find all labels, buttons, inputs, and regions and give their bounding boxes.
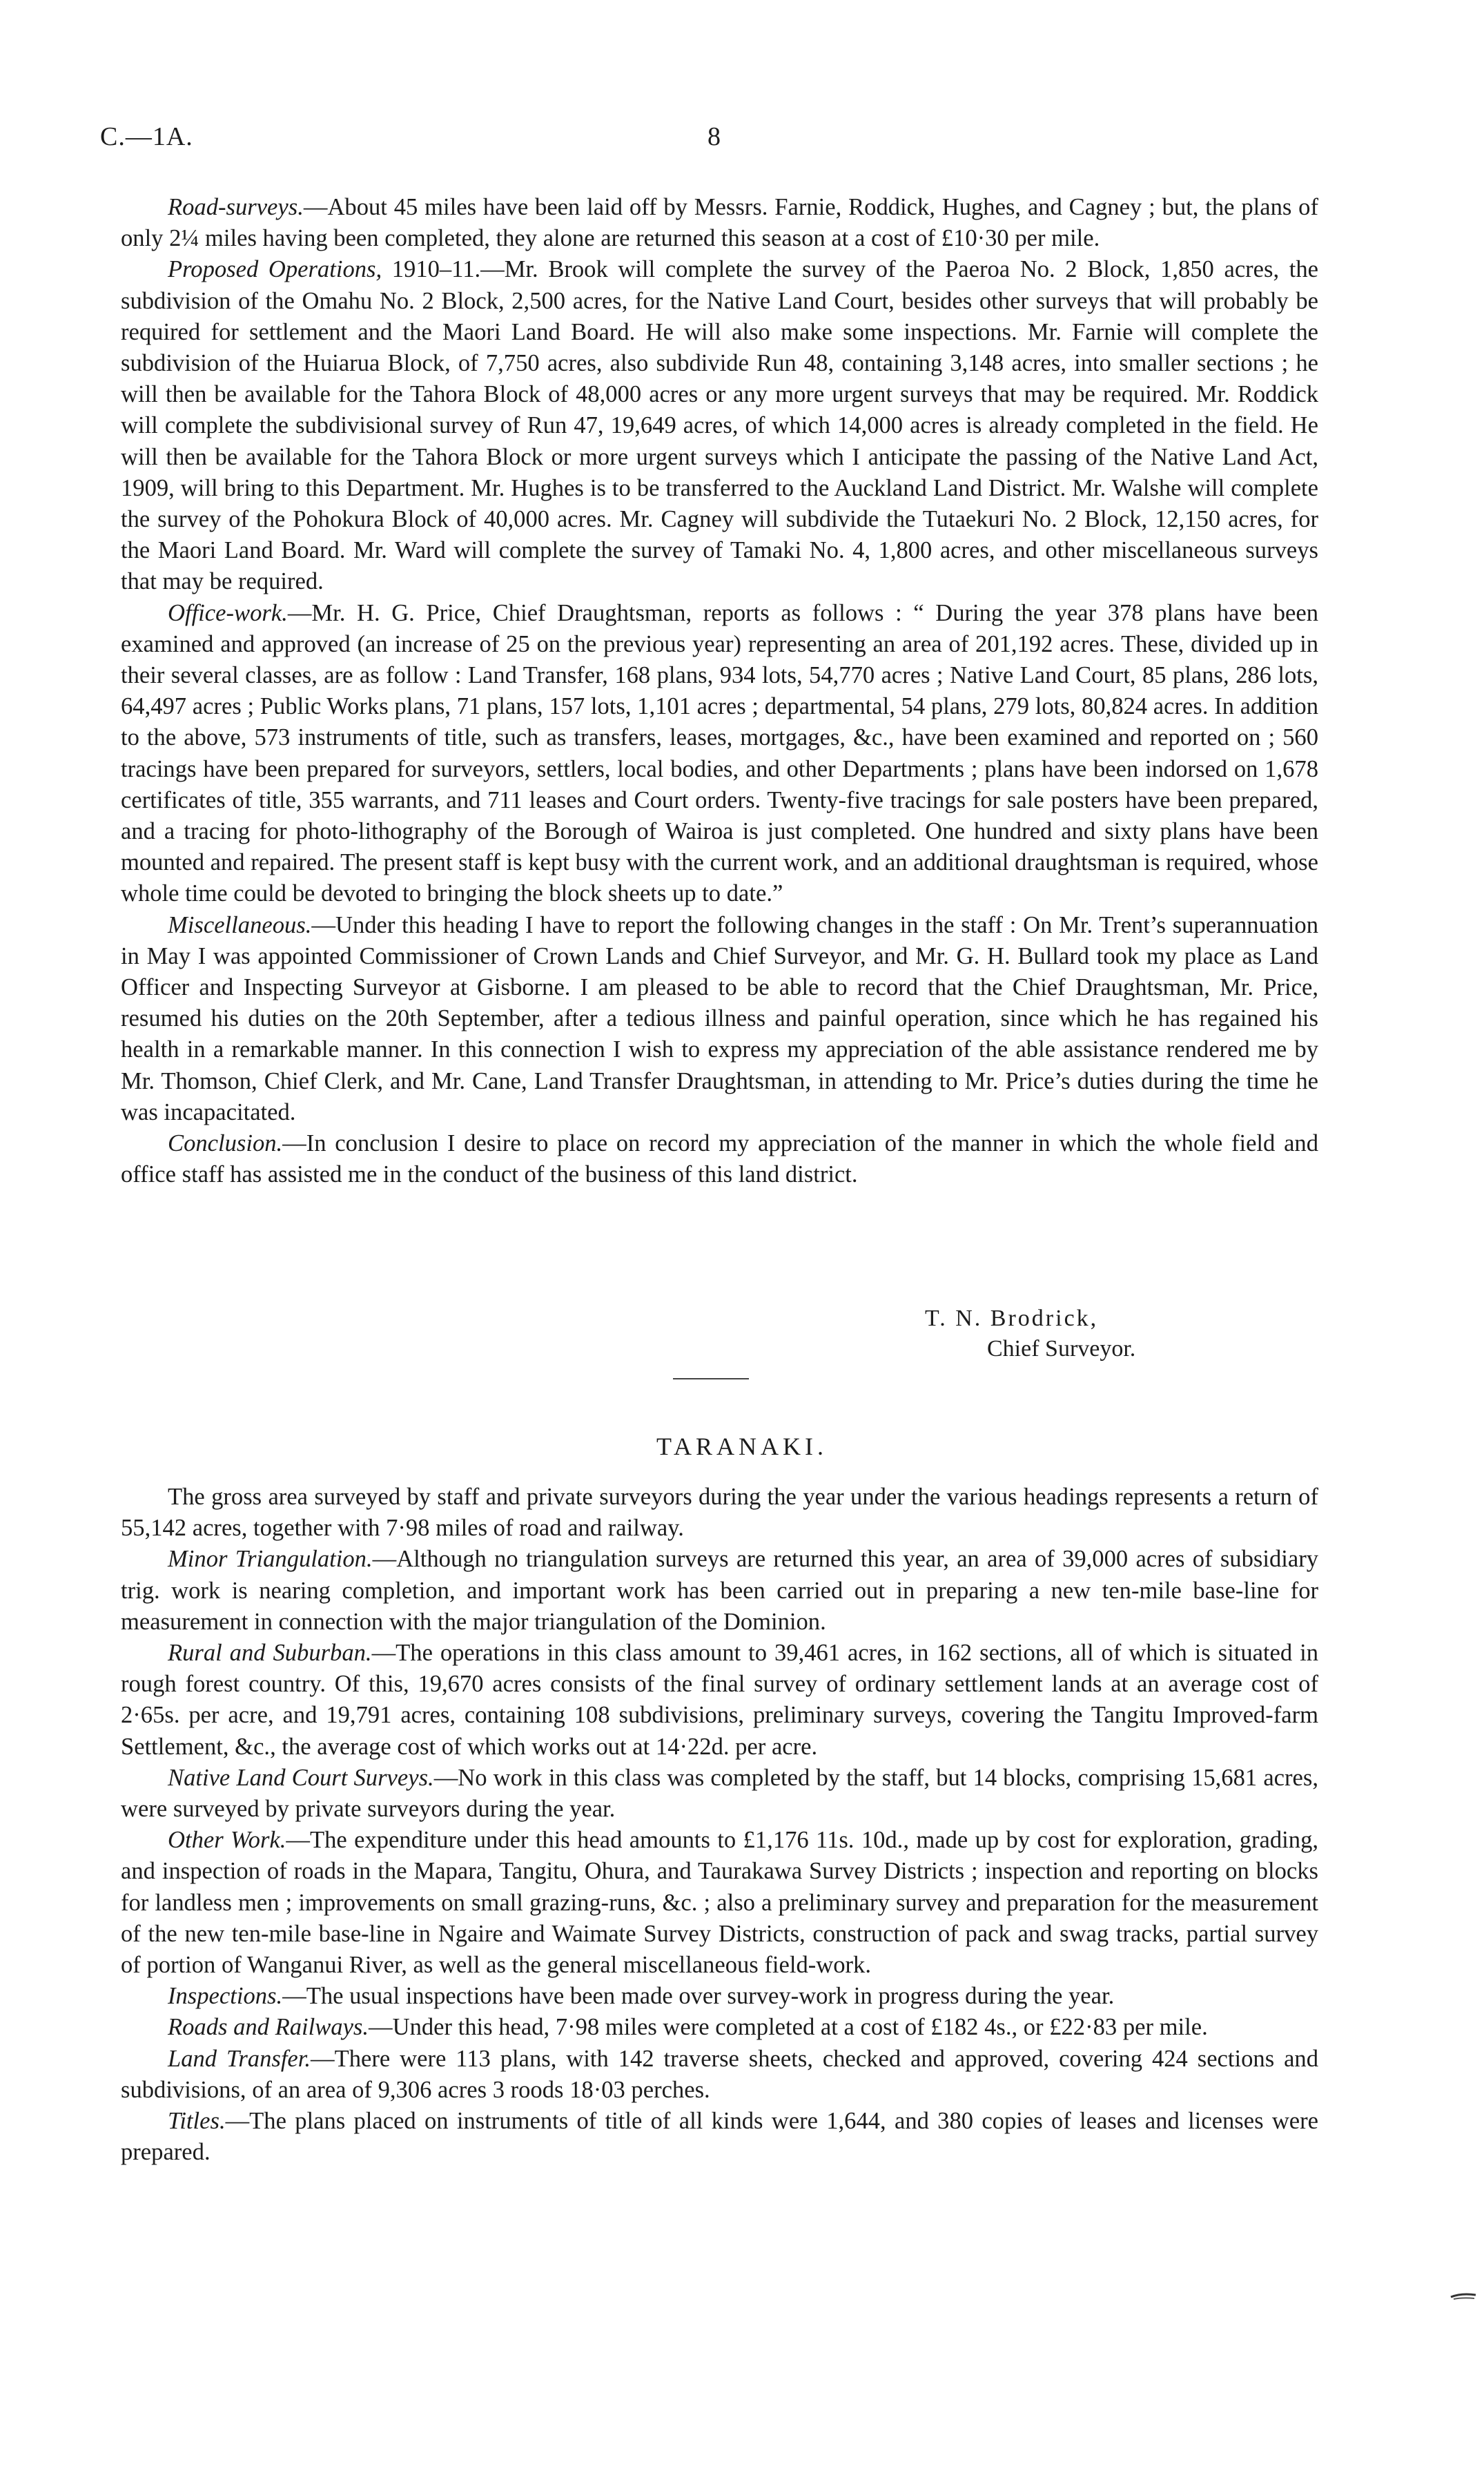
signatory-title: Chief Surveyor.: [987, 1336, 1136, 1362]
paragraph-lead: Road-surveys.: [168, 194, 304, 220]
paragraph-inspections: [121, 1981, 1318, 2012]
paragraph-lead: Miscellaneous.: [168, 911, 312, 938]
paragraph-rural-suburban: [121, 1638, 1318, 1763]
paragraph-lead: Native Land Court Surveys.: [168, 1764, 434, 1791]
paragraph-text: —There were 113 plans, with 142 traverse sheets, checked and approved, covering 424 sections and subdivisions, of an area of 9,306 acres 3 roods 18·03 perches.: [121, 2045, 1318, 2103]
paragraph-text: —The expenditure under this head amounts to £1,176 11s. 10d., made up by cost for exploration, grading, and inspection of roads in the Mapara, Tangitu, Ohura, and Taurakawa Survey Districts ; inspection and reporting on blocks for landless men ; improvements on small grazing-runs, &c. ; also a preliminary survey and preparation for the measurement of the new ten-mile base-line in Ngaire and Waimate Survey Districts, construction of pack and swag tracks, partial survey of portion of Wanganui River, as well as the general miscellaneous field-work.: [121, 1827, 1319, 1979]
paragraph-lead: Rural and Suburban.: [168, 1640, 372, 1667]
paragraph-text: —Under this head, 7·98 miles were completed at a cost of £182 4s., or £22·83 per mile.: [369, 2014, 1208, 2041]
gisborne-report-body: [121, 192, 1318, 1191]
document-reference: C.—1A.: [100, 122, 193, 151]
taranaki-report-body: [121, 1482, 1318, 2168]
paragraph-native-land-court: [121, 1763, 1318, 1825]
paragraph-minor-triangulation: [121, 1544, 1318, 1638]
margin-pencil-mark: [1449, 2291, 1477, 2300]
paragraph-office-work: [121, 598, 1318, 910]
section-heading-taranaki: TARANAKI.: [656, 1433, 828, 1460]
paragraph-lead: Minor Triangulation.: [168, 1546, 373, 1573]
signatory-name: T. N. Brodrick,: [925, 1306, 1099, 1331]
signature-block: [925, 1304, 1135, 1364]
paragraph-lead: Proposed Operations,: [168, 256, 382, 283]
page-header: [100, 122, 1301, 163]
paragraph-text: —The operations in this class amount to 39,461 acres, in 162 sections, all of which is situated in rough forest country. Of this, 19,670 acres consists of the final survey of ordinary settlement lands at an average cost of 2·65s. per acre, and 19,791 acres, containing 108 subdivisions, preliminary surveys, covering the Tangitu Improved-farm Settlement, &c., the average cost of which works out at 14·22d. per acre.: [121, 1640, 1318, 1760]
paragraph-text: —In conclusion I desire to place on record my appreciation of the manner in which the whole field and office staff has assisted me in the conduct of the business of this land district.: [121, 1130, 1318, 1188]
section-divider: [673, 1378, 749, 1379]
paragraph-lead: Titles.: [168, 2108, 226, 2135]
paragraph-miscellaneous: [121, 910, 1318, 1128]
paragraph-lead: Inspections.: [168, 1983, 283, 2010]
paragraph-lead: Other Work.: [168, 1827, 286, 1854]
paragraph-text: —Under this heading I have to report the following changes in the staff : On Mr. Trent’s superannuation in May I was appointed Commissioner of Crown Lands and Chief Surveyor, and Mr. G. H. Bullard took my place as Land Officer and Inspecting Surveyor at Gisborne. I am pleased to be able to record that the Chief Draughtsman, Mr. Price, resumed his duties on the 20th September, after a tedious illness and painful operation, since which he has regained his health in a remarkable manner. In this connection I wish to express my appreciation of the able assistance rendered me by Mr. Thomson, Chief Clerk, and Mr. Cane, Land Transfer Draughtsman, in attending to Mr. Price’s duties during the time he was incapacitated.: [121, 911, 1318, 1125]
paragraph-lead: Roads and Railways.: [168, 2014, 369, 2041]
paragraph-text: —Mr. H. G. Price, Chief Draughtsman, reports as follows : “ During the year 378 plans have been examined and approved (an increase of 25 on the previous year) representing an area of 201,192 acres. These, divided up in their several classes, are as follow : Land Transfer, 168 plans, 934 lots, 54,770 acres ; Native Land Court, 85 plans, 286 lots, 64,497 acres ; Public Works plans, 71 plans, 157 lots, 1,101 acres ; departmental, 54 plans, 279 lots, 80,824 acres. In addition to the above, 573 instruments of title, such as transfers, leases, mortgages, &c., have been examined and reported on ; 560 tracings have been prepared for surveyors, settlers, local bodies, and other Departments ; plans have been indorsed on 1,678 certificates of title, 355 warrants, and 711 leases and Court orders. Twenty-five tracings for sale posters have been prepared, and a tracing for photo-lithography of the Borough of Wairoa is just completed. One hundred and sixty plans have been mounted and repaired. The present staff is kept busy with the current work, and an additional draughtsman is required, whose whole time could be devoted to bringing the block sheets up to date.”: [121, 599, 1318, 907]
paragraph-gross-area: [121, 1482, 1318, 1544]
paragraph-conclusion: [121, 1128, 1318, 1190]
paragraph-text: The gross area surveyed by staff and private surveyors during the year under the various headings represents a return of 55,142 acres, together with 7·98 miles of road and railway.: [121, 1484, 1318, 1542]
paragraph-text: 1910–11.—Mr. Brook will complete the survey of the Paeroa No. 2 Block, 1,850 acres, the subdivision of the Omahu No. 2 Block, 2,500 acres, for the Native Land Court, besides other surveys that will probably be required for settlement and the Maori Land Board. He will also make some inspections. Mr. Farnie will complete the subdivision of the Huiarua Block, of 7,750 acres, also subdivide Run 48, containing 3,148 acres, into smaller sections ; he will then be available for the Tahora Block of 48,000 acres or any more urgent surveys that may be required. Mr. Roddick will complete the subdivisional survey of Run 47, 19,649 acres, of which 14,000 acres is already completed in the field. He will then be available for the Tahora Block or more urgent surveys which I anticipate the passing of the Native Land Act, 1909, will bring to this Department. Mr. Hughes is to be transferred to the Auckland Land District. Mr. Walshe will complete the survey of the Pohokura Block of 40,000 acres. Mr. Cagney will subdivide the Tutaekuri No. 2 Block, 12,150 acres, for the Maori Land Board. Mr. Ward will complete the survey of Tamaki No. 4, 1,800 acres, and other miscellaneous surveys that may be required.: [121, 256, 1318, 595]
paragraph-lead: Conclusion.: [168, 1130, 283, 1157]
paragraph-proposed-operations: [121, 254, 1318, 597]
page-number: 8: [707, 122, 721, 151]
paragraph-road-surveys: [121, 192, 1318, 254]
paragraph-text: —The usual inspections have been made over survey-work in progress during the year.: [282, 1983, 1115, 2010]
paragraph-text: —Although no triangulation surveys are returned this year, an area of 39,000 acres of subsidiary trig. work is nearing completion, and important work has been carried out in preparing a new ten-mile base-line for measurement in connection with the major triangulation of the Dominion.: [121, 1546, 1318, 1635]
paragraph-lead: Land Transfer.: [168, 2045, 311, 2072]
paragraph-text: —About 45 miles have been laid off by Messrs. Farnie, Roddick, Hughes, and Cagney ; but, the plans of only 2¼ miles having been completed, they alone are returned this season at a cost of £10·30 per mile.: [121, 194, 1318, 252]
paragraph-text: —No work in this class was completed by the staff, but 14 blocks, comprising 15,681 acres, were surveyed by private surveyors during the year.: [121, 1764, 1318, 1823]
paragraph-text: —The plans placed on instruments of title of all kinds were 1,644, and 380 copies of leases and licenses were prepared.: [121, 2108, 1318, 2166]
paragraph-lead: Office-work.: [168, 599, 288, 626]
paragraph-other-work: [121, 1825, 1318, 1981]
paragraph-roads-railways: [121, 2012, 1318, 2043]
paragraph-titles: [121, 2106, 1318, 2168]
paragraph-land-transfer: [121, 2044, 1318, 2106]
